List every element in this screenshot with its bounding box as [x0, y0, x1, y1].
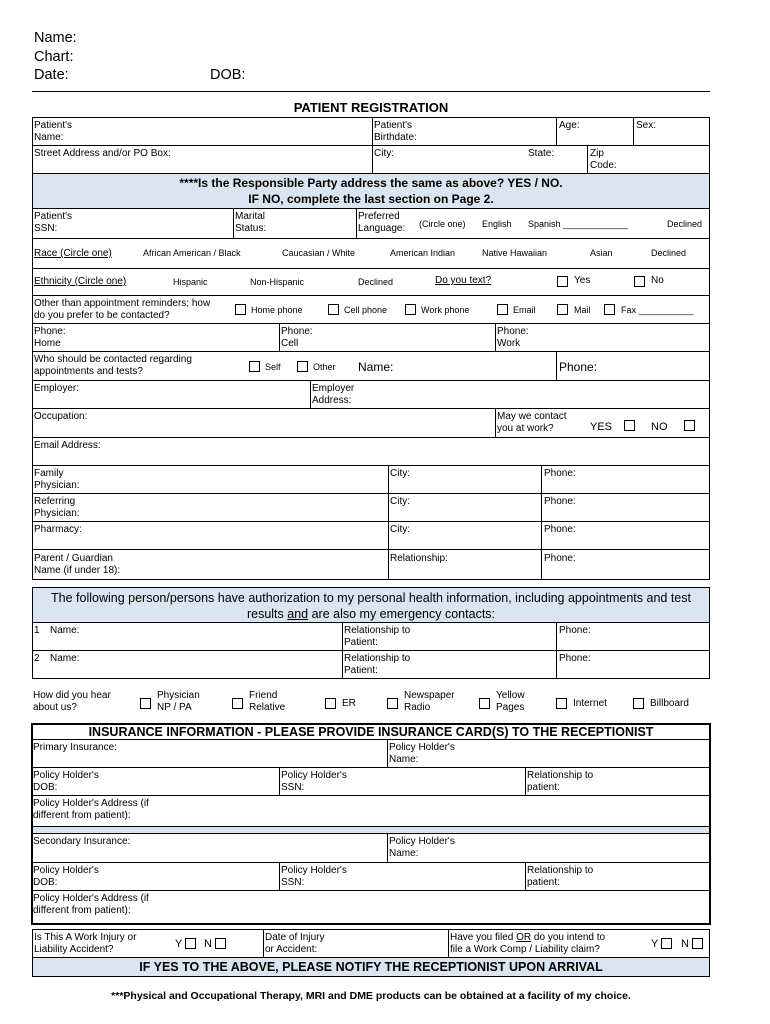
- other-label: Other: [313, 362, 336, 372]
- secondary-holder-row: [33, 863, 709, 891]
- provider-city-label: City:: [390, 468, 410, 479]
- holder-address-label-1: Policy Holder's Address (if: [33, 893, 149, 904]
- cell-phone-label: Cell phone: [344, 305, 388, 315]
- physician-checkbox[interactable]: [140, 698, 151, 709]
- home-phone-checkbox[interactable]: [235, 304, 246, 315]
- injury-date-label-2: or Accident:: [265, 944, 318, 955]
- contact-name-label: Name:: [358, 360, 394, 374]
- email-label: Email: [513, 305, 536, 315]
- ethnicity-option[interactable]: Non-Hispanic: [250, 277, 305, 287]
- employer-address-label-2: Address:: [312, 395, 352, 406]
- work-injury-question-2: Liability Accident?: [34, 944, 114, 955]
- work-contact-no-checkbox[interactable]: [684, 420, 695, 431]
- internet-label: Internet: [573, 698, 607, 709]
- family-physician-label-2: Physician:: [34, 480, 80, 491]
- claim-yes-label: Y: [651, 938, 659, 950]
- provider-phone-label: Phone:: [544, 468, 576, 479]
- contact-name-field-label: Name:: [50, 653, 80, 664]
- contact-at-work-question-2: you at work?: [497, 423, 554, 434]
- secondary-holder-address-row: [33, 891, 709, 923]
- friend-checkbox[interactable]: [232, 698, 243, 709]
- work-phone-field-label-2: Work: [497, 338, 521, 349]
- occupation-label: Occupation:: [34, 411, 88, 422]
- responsible-line-2: IF NO, complete the last section on Page 2.: [248, 192, 494, 206]
- provider-row: [32, 494, 710, 522]
- claim-no-checkbox[interactable]: [692, 938, 703, 949]
- contact-row: [32, 651, 710, 679]
- secondary-insurance-row: [33, 834, 709, 863]
- who-contact-row: [32, 352, 710, 381]
- relationship-label-1: Relationship to: [344, 625, 411, 636]
- work-contact-yes-checkbox[interactable]: [624, 420, 635, 431]
- marital-label-1: Marital: [235, 211, 266, 222]
- contact-at-work-question-1: May we contact: [497, 411, 567, 422]
- secondary-insurance-label: Secondary Insurance:: [33, 836, 131, 847]
- age-label: Age:: [559, 120, 580, 131]
- billboard-checkbox[interactable]: [633, 698, 644, 709]
- patient-name-label-2: Name:: [34, 132, 64, 143]
- yellow-pages-label-2: Pages: [496, 702, 525, 713]
- name-label: Name:: [34, 30, 77, 46]
- holder-address-label-2: different from patient):: [33, 810, 131, 821]
- responsible-party-band: [32, 174, 710, 209]
- provider-phone-label: Phone:: [544, 496, 576, 507]
- contact-phone-field-label: Phone:: [559, 653, 591, 664]
- who-contact-question-1: Who should be contacted regarding: [34, 354, 192, 365]
- footer-note: ***Physical and Occupational Therapy, MRI and DME products can be obtained at a facility of my choice.: [111, 990, 631, 1002]
- relationship-label-2: Patient:: [344, 665, 378, 676]
- patient-name-label-1: Patient's: [34, 120, 73, 131]
- injury-no-checkbox[interactable]: [215, 938, 226, 949]
- zip-label-2: Code:: [590, 160, 617, 171]
- injury-yes-checkbox[interactable]: [185, 938, 196, 949]
- self-checkbox[interactable]: [249, 361, 260, 372]
- email-address-label: Email Address:: [34, 440, 101, 451]
- text-yes-checkbox[interactable]: [557, 276, 568, 287]
- self-label: Self: [265, 362, 281, 372]
- home-phone-label: Home phone: [251, 305, 303, 315]
- primary-holder-row: [33, 768, 709, 796]
- primary-insurance-row: [33, 740, 709, 768]
- newspaper-label-1: Newspaper: [404, 690, 455, 701]
- sex-label: Sex:: [636, 120, 657, 131]
- holder-relationship-label-1: Relationship to: [527, 770, 594, 781]
- employer-address-label-1: Employer: [312, 383, 355, 394]
- race-option[interactable]: Caucasian / White: [282, 248, 356, 258]
- friend-label-1: Friend: [249, 690, 278, 701]
- home-phone-field-label-1: Phone:: [34, 326, 66, 337]
- billboard-label: Billboard: [650, 698, 689, 709]
- policy-holder-name-label-2: Name:: [389, 754, 419, 765]
- ssn-label-2: SSN:: [34, 223, 58, 234]
- work-phone-checkbox[interactable]: [405, 304, 416, 315]
- responsible-line-1: ****Is the Responsible Party address the same as above? YES / NO.: [179, 176, 563, 190]
- phones-row: [32, 324, 710, 352]
- text-no-label: No: [651, 275, 664, 286]
- language-declined-option[interactable]: Declined: [667, 219, 703, 229]
- text-no-checkbox[interactable]: [634, 276, 645, 287]
- authorization-band: [32, 587, 710, 623]
- date-label: Date:: [34, 67, 69, 83]
- filed-claim-or: OR: [516, 932, 532, 943]
- notify-text: IF YES TO THE ABOVE, PLEASE NOTIFY THE RECEPTIONIST UPON ARRIVAL: [139, 960, 603, 974]
- hear-question-1: How did you hear: [33, 690, 111, 701]
- yellow-pages-label-1: Yellow: [496, 690, 525, 701]
- holder-relationship-label-2: patient:: [527, 877, 560, 888]
- contact-pref-question-2: do you prefer to be contacted?: [34, 310, 170, 321]
- er-label: ER: [342, 698, 356, 709]
- work-phone-label: Work phone: [421, 305, 470, 315]
- race-option[interactable]: Declined: [651, 248, 687, 258]
- policy-holder-dob-label-2: DOB:: [33, 877, 58, 888]
- contact-name-field-label: Name:: [50, 625, 80, 636]
- yellow-pages-checkbox[interactable]: [479, 698, 490, 709]
- work-contact-yes-label: YES: [590, 421, 613, 433]
- authorization-line-2-post: are also my emergency contacts:: [308, 607, 496, 621]
- holder-relationship-label-2: patient:: [527, 782, 560, 793]
- pharmacy-label: Pharmacy:: [34, 524, 82, 535]
- do-you-text-label: Do you text?: [435, 275, 492, 286]
- authorization-line-1: The following person/persons have authorization to my personal health information, including appointments and test: [51, 591, 691, 605]
- insurance-separator: [33, 827, 709, 834]
- primary-holder-address-row: [33, 796, 709, 827]
- notify-band: [32, 958, 710, 977]
- street-label: Street Address and/or PO Box:: [34, 148, 171, 159]
- holder-relationship-label-1: Relationship to: [527, 865, 594, 876]
- holder-address-label-2: different from patient):: [33, 905, 131, 916]
- contact-pref-question-1: Other than appointment reminders; how: [34, 298, 211, 309]
- guardian-label-1: Parent / Guardian: [34, 553, 113, 564]
- physician-label-2: NP / PA: [157, 702, 192, 713]
- contact-row: [32, 623, 710, 651]
- primary-insurance-label: Primary Insurance:: [33, 742, 117, 753]
- policy-holder-name-label-1: Policy Holder's: [389, 836, 455, 847]
- policy-holder-dob-label-2: DOB:: [33, 782, 58, 793]
- injury-date-label-1: Date of Injury: [265, 932, 325, 943]
- race-label: Race (Circle one): [34, 248, 112, 259]
- relationship-label-1: Relationship to: [344, 653, 411, 664]
- referral-source-row: [32, 688, 710, 718]
- friend-label-2: Relative: [249, 702, 286, 713]
- race-option[interactable]: African American / Black: [143, 248, 241, 258]
- newspaper-label-2: Radio: [404, 702, 431, 713]
- provider-phone-label: Phone:: [544, 524, 576, 535]
- work-phone-field-label-1: Phone:: [497, 326, 529, 337]
- circle-one-label: (Circle one): [419, 219, 466, 229]
- ssn-row: [32, 209, 710, 239]
- state-label: State:: [528, 148, 555, 159]
- race-option[interactable]: American Indian: [390, 248, 456, 258]
- work-contact-no-label: NO: [651, 421, 668, 433]
- provider-city-label: City:: [390, 524, 410, 535]
- race-option[interactable]: Asian: [590, 248, 613, 258]
- occupation-row: [32, 409, 710, 438]
- cell-phone-checkbox[interactable]: [328, 304, 339, 315]
- text-yes-label: Yes: [574, 275, 591, 286]
- referring-physician-label-2: Physician:: [34, 508, 80, 519]
- filed-claim-post: do you intend to: [531, 932, 606, 943]
- email-row: [32, 438, 710, 466]
- insurance-title: INSURANCE INFORMATION - PLEASE PROVIDE INSURANCE CARD(S) TO THE RECEPTIONIST: [33, 724, 709, 740]
- work-injury-question-1: Is This A Work Injury or: [34, 932, 137, 943]
- spanish-option[interactable]: Spanish _____________: [528, 219, 629, 229]
- physician-label-1: Physician: [157, 690, 200, 701]
- relationship-label-2: Patient:: [344, 637, 378, 648]
- contact-number: 1: [34, 625, 40, 636]
- injury-no-label: N: [204, 938, 212, 950]
- family-physician-label-1: Family: [34, 468, 64, 479]
- policy-holder-dob-label-1: Policy Holder's: [33, 770, 99, 781]
- zip-label-1: Zip: [590, 148, 604, 159]
- form-title: PATIENT REGISTRATION: [293, 100, 449, 115]
- birthdate-label-2: Birthdate:: [374, 132, 417, 143]
- guardian-label-2: Name (if under 18):: [34, 565, 121, 576]
- policy-holder-ssn-label-1: Policy Holder's: [281, 770, 347, 781]
- city-label: City:: [374, 148, 394, 159]
- newspaper-checkbox[interactable]: [387, 698, 398, 709]
- er-checkbox[interactable]: [325, 698, 336, 709]
- injury-yes-label: Y: [175, 938, 183, 950]
- employer-row: [32, 381, 710, 409]
- provider-row: [32, 466, 710, 494]
- claim-no-label: N: [681, 938, 689, 950]
- other-checkbox[interactable]: [297, 361, 308, 372]
- ethnicity-option[interactable]: Declined: [358, 277, 394, 287]
- ethnicity-option[interactable]: Hispanic: [173, 277, 208, 287]
- filed-claim-question-2: file a Work Comp / Liability claim?: [450, 944, 600, 955]
- referring-physician-label-1: Referring: [34, 496, 76, 507]
- policy-holder-ssn-label-1: Policy Holder's: [281, 865, 347, 876]
- ethnicity-label: Ethnicity (Circle one): [34, 276, 127, 287]
- ssn-label-1: Patient's: [34, 211, 73, 222]
- fax-label: Fax ___________: [621, 305, 694, 315]
- race-row: [32, 239, 710, 269]
- policy-holder-name-label-2: Name:: [389, 848, 419, 859]
- street-row: [32, 146, 710, 174]
- marital-label-2: Status:: [235, 223, 267, 234]
- policy-holder-ssn-label-2: SSN:: [281, 782, 305, 793]
- filed-claim-pre: Have you filed: [450, 932, 517, 943]
- fax-checkbox[interactable]: [604, 304, 615, 315]
- provider-row: [32, 522, 710, 550]
- patient-name-row: [32, 117, 710, 146]
- policy-holder-name-label-1: Policy Holder's: [389, 742, 455, 753]
- email-checkbox[interactable]: [497, 304, 508, 315]
- home-phone-field-label-2: Home: [34, 338, 61, 349]
- claim-yes-checkbox[interactable]: [661, 938, 672, 949]
- work-injury-row: [32, 929, 710, 958]
- cell-phone-field-label-2: Cell: [281, 338, 299, 349]
- birthdate-label-1: Patient's: [374, 120, 413, 131]
- who-contact-question-2: appointments and tests?: [34, 366, 143, 377]
- contact-phone-field-label: Phone:: [559, 625, 591, 636]
- race-option[interactable]: Native Hawaiian: [482, 248, 548, 258]
- contact-preference-row: [32, 296, 710, 324]
- chart-label: Chart:: [34, 49, 74, 65]
- policy-holder-dob-label-1: Policy Holder's: [33, 865, 99, 876]
- hear-question-2: about us?: [33, 702, 77, 713]
- english-option[interactable]: English: [482, 219, 512, 229]
- cell-phone-field-label-1: Phone:: [281, 326, 313, 337]
- ethnicity-row: [32, 269, 710, 296]
- mail-checkbox[interactable]: [557, 304, 568, 315]
- header-divider: [32, 91, 710, 92]
- provider-city-label: City:: [390, 496, 410, 507]
- guardian-phone-label: Phone:: [544, 553, 576, 564]
- internet-checkbox[interactable]: [556, 698, 567, 709]
- language-label-1: Preferred: [358, 211, 400, 222]
- mail-label: Mail: [574, 305, 591, 315]
- authorization-line-2-pre: results: [246, 607, 288, 621]
- authorization-and: and: [287, 607, 309, 621]
- language-label-2: Language:: [358, 223, 406, 234]
- dob-label: DOB:: [210, 67, 246, 83]
- guardian-relationship-label: Relationship:: [390, 553, 448, 564]
- contact-phone-label: Phone:: [559, 360, 598, 374]
- employer-label: Employer:: [34, 383, 80, 394]
- contact-number: 2: [34, 653, 40, 664]
- holder-address-label-1: Policy Holder's Address (if: [33, 798, 149, 809]
- guardian-row: [32, 550, 710, 580]
- policy-holder-ssn-label-2: SSN:: [281, 877, 305, 888]
